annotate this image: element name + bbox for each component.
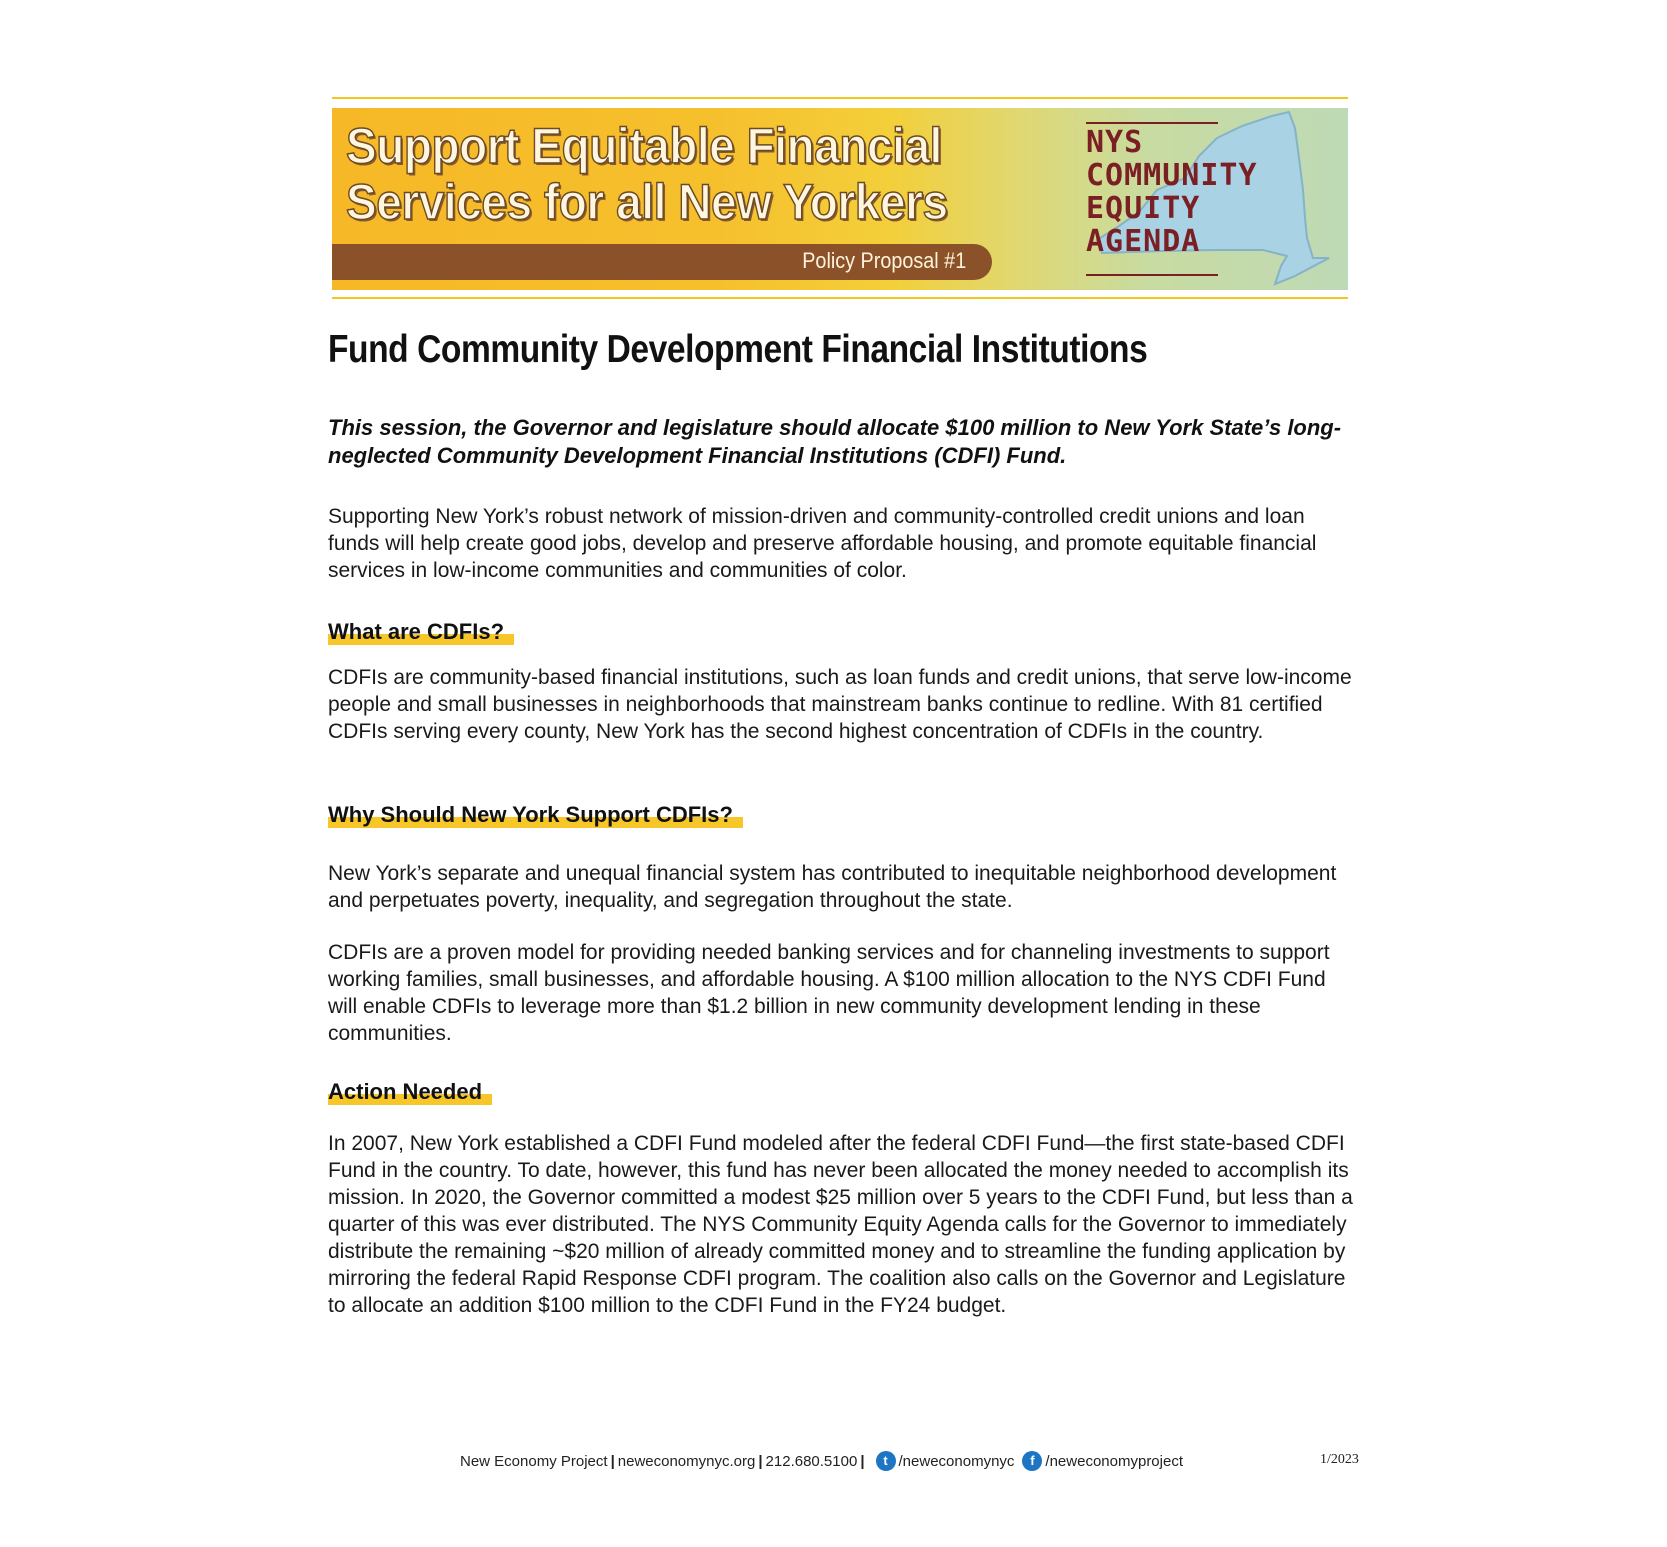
document-title: Fund Community Development Financial Institutions	[328, 328, 1148, 371]
logo-line-nys: NYS	[1086, 125, 1144, 160]
banner-bottom-rule	[332, 297, 1348, 299]
footer-separator: |	[860, 1452, 865, 1470]
logo-line-agenda: AGENDA	[1086, 224, 1201, 259]
lead-statement: This session, the Governor and legislature should allocate $100 million to New York State’s long-neglected Community Development Financial Institutions (CDFI) Fund.	[328, 415, 1342, 468]
section-paragraph-why-support-1: New York’s separate and unequal financial system has contributed to inequitable neighborhood development and perpetuates poverty, inequality, and segregation throughout the state.	[328, 862, 1337, 912]
twitter-icon: t	[876, 1451, 896, 1471]
footer-phone: 212.680.5100	[765, 1452, 858, 1470]
logo-line-equity: EQUITY	[1086, 191, 1201, 226]
footer-date: 1/2023	[1320, 1452, 1359, 1467]
intro-paragraph: Supporting New York’s robust network of mission-driven and community-controlled credit unions and loan funds will help create good jobs, develop and preserve affordable housing, and promote equitable financial services in low-income communities and communities of color.	[328, 505, 1317, 582]
logo-line-community: COMMUNITY	[1086, 158, 1258, 193]
footer-separator: |	[758, 1452, 763, 1470]
banner-title	[346, 118, 972, 230]
facebook-icon: f	[1022, 1451, 1042, 1471]
footer-organization: New Economy Project	[460, 1452, 608, 1470]
footer-website-link[interactable]: neweconomynyc.org	[617, 1452, 756, 1470]
footer-facebook-handle[interactable]: /neweconomyproject	[1045, 1452, 1183, 1470]
logo-top-rule	[1086, 122, 1218, 124]
banner-top-rule	[332, 97, 1348, 99]
logo-bottom-rule	[1086, 274, 1218, 276]
policy-proposal-label: Policy Proposal #1	[802, 248, 966, 273]
page-footer	[460, 1448, 1360, 1474]
banner-title-line1: Support Equitable Financial	[346, 118, 942, 174]
policy-proposal-strip	[332, 244, 992, 280]
footer-twitter-handle[interactable]: /neweconomynyc	[898, 1452, 1015, 1470]
section-heading-action-needed: Action Needed	[328, 1079, 492, 1105]
section-paragraph-what-are-cdfis: CDFIs are community-based financial institutions, such as loan funds and credit unions, that serve low-income people and small businesses in neighborhoods that mainstream banks continue to redline. With 81 certified CDFIs serving every county, New York has the second highest concentration of CDFIs in the country.	[328, 666, 1352, 743]
banner-title-line2: Services for all New Yorkers	[346, 174, 948, 230]
section-paragraph-action-needed: In 2007, New York established a CDFI Fund modeled after the federal CDFI Fund—the first state-based CDFI Fund in the country. To date, however, this fund has never been allocated the money needed to accomplish its mission. In 2020, the Governor committed a modest $25 million over 5 years to the CDFI Fund, but less than a quarter of this was ever distributed. The NYS Community Equity Agenda calls for the Governor to immediately distribute the remaining ~$20 million of already committed money and to streamline the funding application by mirroring the federal Rapid Response CDFI program. The coalition also calls on the Governor and Legislature to allocate an addition $100 million to the CDFI Fund in the FY24 budget.	[328, 1132, 1353, 1317]
header-banner	[332, 108, 1348, 290]
community-equity-agenda-logo	[1086, 126, 1346, 258]
section-heading-why-support: Why Should New York Support CDFIs?	[328, 802, 743, 828]
footer-separator: |	[610, 1452, 615, 1470]
section-heading-what-are-cdfis: What are CDFIs?	[328, 619, 514, 645]
section-paragraph-why-support-2: CDFIs are a proven model for providing needed banking services and for channeling investments to support working families, small businesses, and affordable housing. A $100 million allocation to the NYS CDFI Fund will enable CDFIs to leverage more than $1.2 billion in new community development lending in these communities.	[328, 941, 1330, 1045]
